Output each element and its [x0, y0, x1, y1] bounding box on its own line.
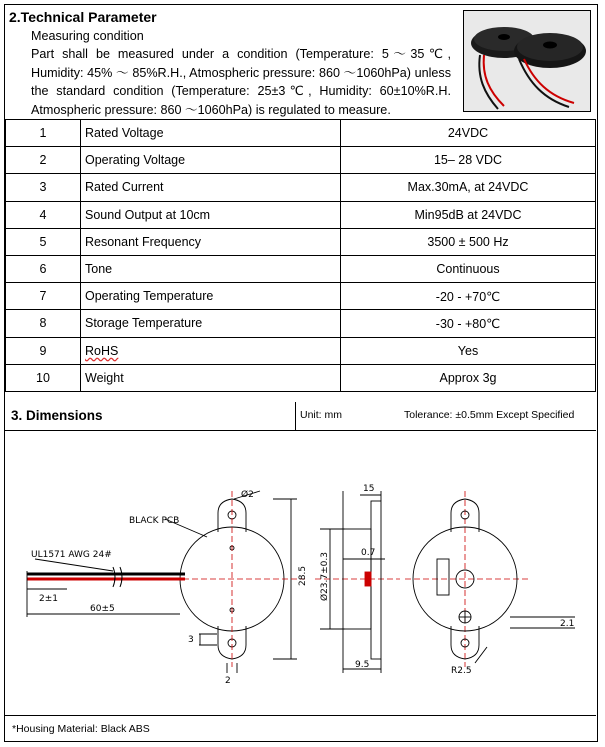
hole-dim: Ø2 [241, 490, 254, 500]
parameter-row [6, 147, 596, 174]
param-number: 2 [6, 147, 81, 174]
param-number: 4 [6, 201, 81, 228]
parameter-row [6, 255, 596, 282]
dimensions-header [5, 402, 596, 431]
param-name: Operating Temperature [81, 283, 341, 310]
parameter-row [6, 174, 596, 201]
param-number: 9 [6, 337, 81, 364]
param-name: RoHS [81, 337, 341, 364]
technical-parameter-section [5, 5, 596, 120]
side-dim: 2.1 [560, 619, 575, 629]
param-name: Sound Output at 10cm [81, 201, 341, 228]
param-number: 6 [6, 255, 81, 282]
param-name: Rated Voltage [81, 120, 341, 147]
param-name: Rated Current [81, 174, 341, 201]
diameter-dim: Ø23.7±0.3 [320, 552, 330, 601]
parameter-row [6, 310, 596, 337]
parameter-row [6, 364, 596, 391]
dimension-drawing [5, 431, 596, 715]
strip-dim: 2±1 [39, 594, 58, 604]
parameter-row [6, 120, 596, 147]
param-value: -30 - +80℃ [341, 310, 596, 337]
param-number: 8 [6, 310, 81, 337]
housing-material-note: *Housing Material: Black ABS [5, 715, 596, 743]
param-number: 3 [6, 174, 81, 201]
param-value: Min95dB at 24VDC [341, 201, 596, 228]
param-value: -20 - +70℃ [341, 283, 596, 310]
param-number: 7 [6, 283, 81, 310]
param-name: Operating Voltage [81, 147, 341, 174]
param-number: 10 [6, 364, 81, 391]
radius-dim: R2.5 [451, 666, 472, 676]
parameter-row [6, 337, 596, 364]
product-photo [463, 10, 591, 112]
param-name: Tone [81, 255, 341, 282]
dimensions-title: 3. Dimensions [11, 408, 103, 423]
param-name: Storage Temperature [81, 310, 341, 337]
param-number: 1 [6, 120, 81, 147]
height-dim: 28.5 [298, 565, 308, 586]
param-value: 3500 ± 500 Hz [341, 228, 596, 255]
parameter-row [6, 201, 596, 228]
tab-dim: 3 [188, 635, 194, 645]
param-value: Approx 3g [341, 364, 596, 391]
lead-dim: 60±5 [90, 604, 115, 614]
mid-dim: 0.7 [361, 548, 376, 558]
unit-label: Unit: mm [295, 402, 342, 430]
wire-label: UL1571 AWG 24# [31, 550, 112, 560]
top-dim: 15 [363, 484, 375, 494]
tolerance-label: Tolerance: ±0.5mm Except Specified [404, 409, 575, 421]
param-number: 5 [6, 228, 81, 255]
depth-dim: 9.5 [355, 660, 370, 670]
parameter-table [5, 119, 596, 392]
measuring-condition-text: Part shall be measured under a condition (Temperature: 5～35℃, Humidity: 45% ～ 85%R.H., Atmospheric pressure: 860 ～1060hPa) unless the standard condition (Temperature: 25±3℃, Humidity: 60±10%R.H. Atmospheric pressure: 860 ～1060hPa) is regulated to measure. [31, 47, 451, 117]
measuring-condition-label: Measuring condition [31, 28, 144, 43]
section-title: 2.Technical Parameter [9, 9, 157, 25]
param-value: 24VDC [341, 120, 596, 147]
tab-width-dim: 2 [225, 676, 231, 686]
pcb-label: BLACK PCB [129, 516, 180, 526]
param-value: Yes [341, 337, 596, 364]
spec-sheet [4, 4, 598, 742]
param-value: Max.30mA, at 24VDC [341, 174, 596, 201]
param-value: Continuous [341, 255, 596, 282]
param-name: Weight [81, 364, 341, 391]
param-name: Resonant Frequency [81, 228, 341, 255]
parameter-row [6, 228, 596, 255]
param-value: 15– 28 VDC [341, 147, 596, 174]
parameter-row [6, 283, 596, 310]
